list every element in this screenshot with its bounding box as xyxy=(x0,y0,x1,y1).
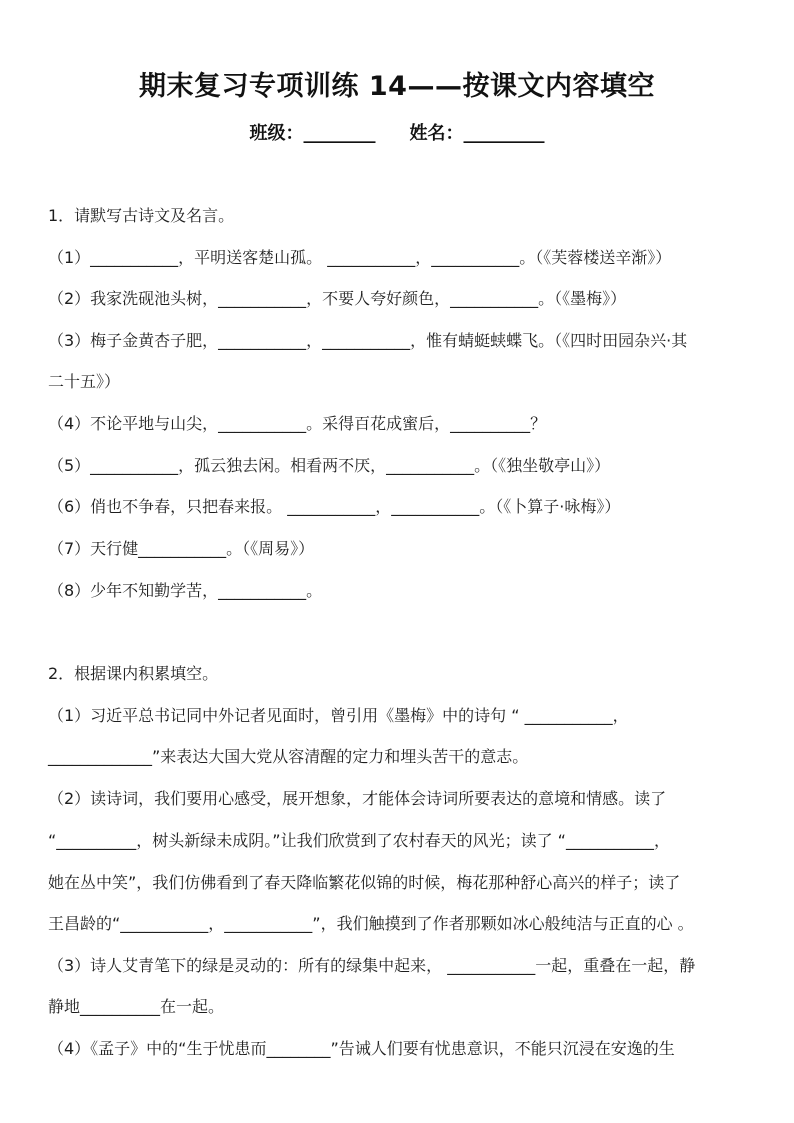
student-info xyxy=(0,119,794,145)
question-2-item-continued: 静地__________在一起。 xyxy=(48,997,225,1016)
question-1-item: （6）俏也不争春，只把春来报。 ___________，___________。（《卜算子·咏梅》） xyxy=(48,497,621,516)
question-2-item-continued: “__________，树头新绿未成阴。”让我们欣赏到了农村春天的风光；读了 “___________， xyxy=(48,831,670,850)
question-1-item: （3）梅子金黄杏子肥，___________，___________，惟有蜻蜓蛱蝶飞。（《四时田园杂兴·其 xyxy=(48,331,688,350)
question-1-item: （1）___________，平明送客楚山孤。 ___________，___________。（《芙蓉楼送辛渐》） xyxy=(48,248,672,267)
question-2-item: （2）读诗词，我们要用心感受，展开想象，才能体会诗词所要表达的意境和情感。读了 xyxy=(48,789,667,808)
question-1-item: （7）天行健___________。（《周易》） xyxy=(48,539,315,558)
page-title: 期末复习专项训练 14——按课文内容填空 xyxy=(139,71,655,102)
class-field[interactable]: 班级：________ xyxy=(249,123,376,144)
question-1-item: （5）___________，孤云独去闲。相看两不厌，___________。（《独坐敬亭山》） xyxy=(48,456,611,475)
question-2-item: （1）习近平总书记同中外记者见面时，曾引用《墨梅》中的诗句 “ ___________， xyxy=(48,706,629,725)
question-2-item-continued: 王昌龄的“___________，___________”，我们触摸到了作者那颗如冰心般纯洁与正直的心 。 xyxy=(48,914,694,933)
question-1-item: （8）少年不知勤学苦，___________。 xyxy=(48,581,323,600)
question-2-item: （3）诗人艾青笔下的绿是灵动的：所有的绿集中起来， ___________一起，重叠在一起，静 xyxy=(48,956,696,975)
question-2-item-continued: 她在丛中笑”，我们仿佛看到了春天降临繁花似锦的时候，梅花那种舒心高兴的样子；读了 xyxy=(48,873,681,892)
question-1-heading: 1．请默写古诗文及名言。 xyxy=(48,206,235,225)
question-2-item-continued: _____________”来表达大国大党从容清醒的定力和埋头苦干的意志。 xyxy=(48,747,529,766)
question-1-item: （2）我家洗砚池头树，___________，不要人夸好颜色，___________。（《墨梅》） xyxy=(48,289,627,308)
question-2-item: （4）《孟子》中的“生于忧患而________”告诫人们要有忧患意识，不能只沉浸在安逸的生 xyxy=(48,1039,675,1058)
question-1-item-continued: 二十五》） xyxy=(48,372,121,391)
name-field[interactable]: 姓名：_________ xyxy=(409,123,545,144)
question-1-item: （4）不论平地与山尖，___________。采得百花成蜜后，__________？ xyxy=(48,414,547,433)
question-2-heading: 2．根据课内积累填空。 xyxy=(48,664,219,683)
